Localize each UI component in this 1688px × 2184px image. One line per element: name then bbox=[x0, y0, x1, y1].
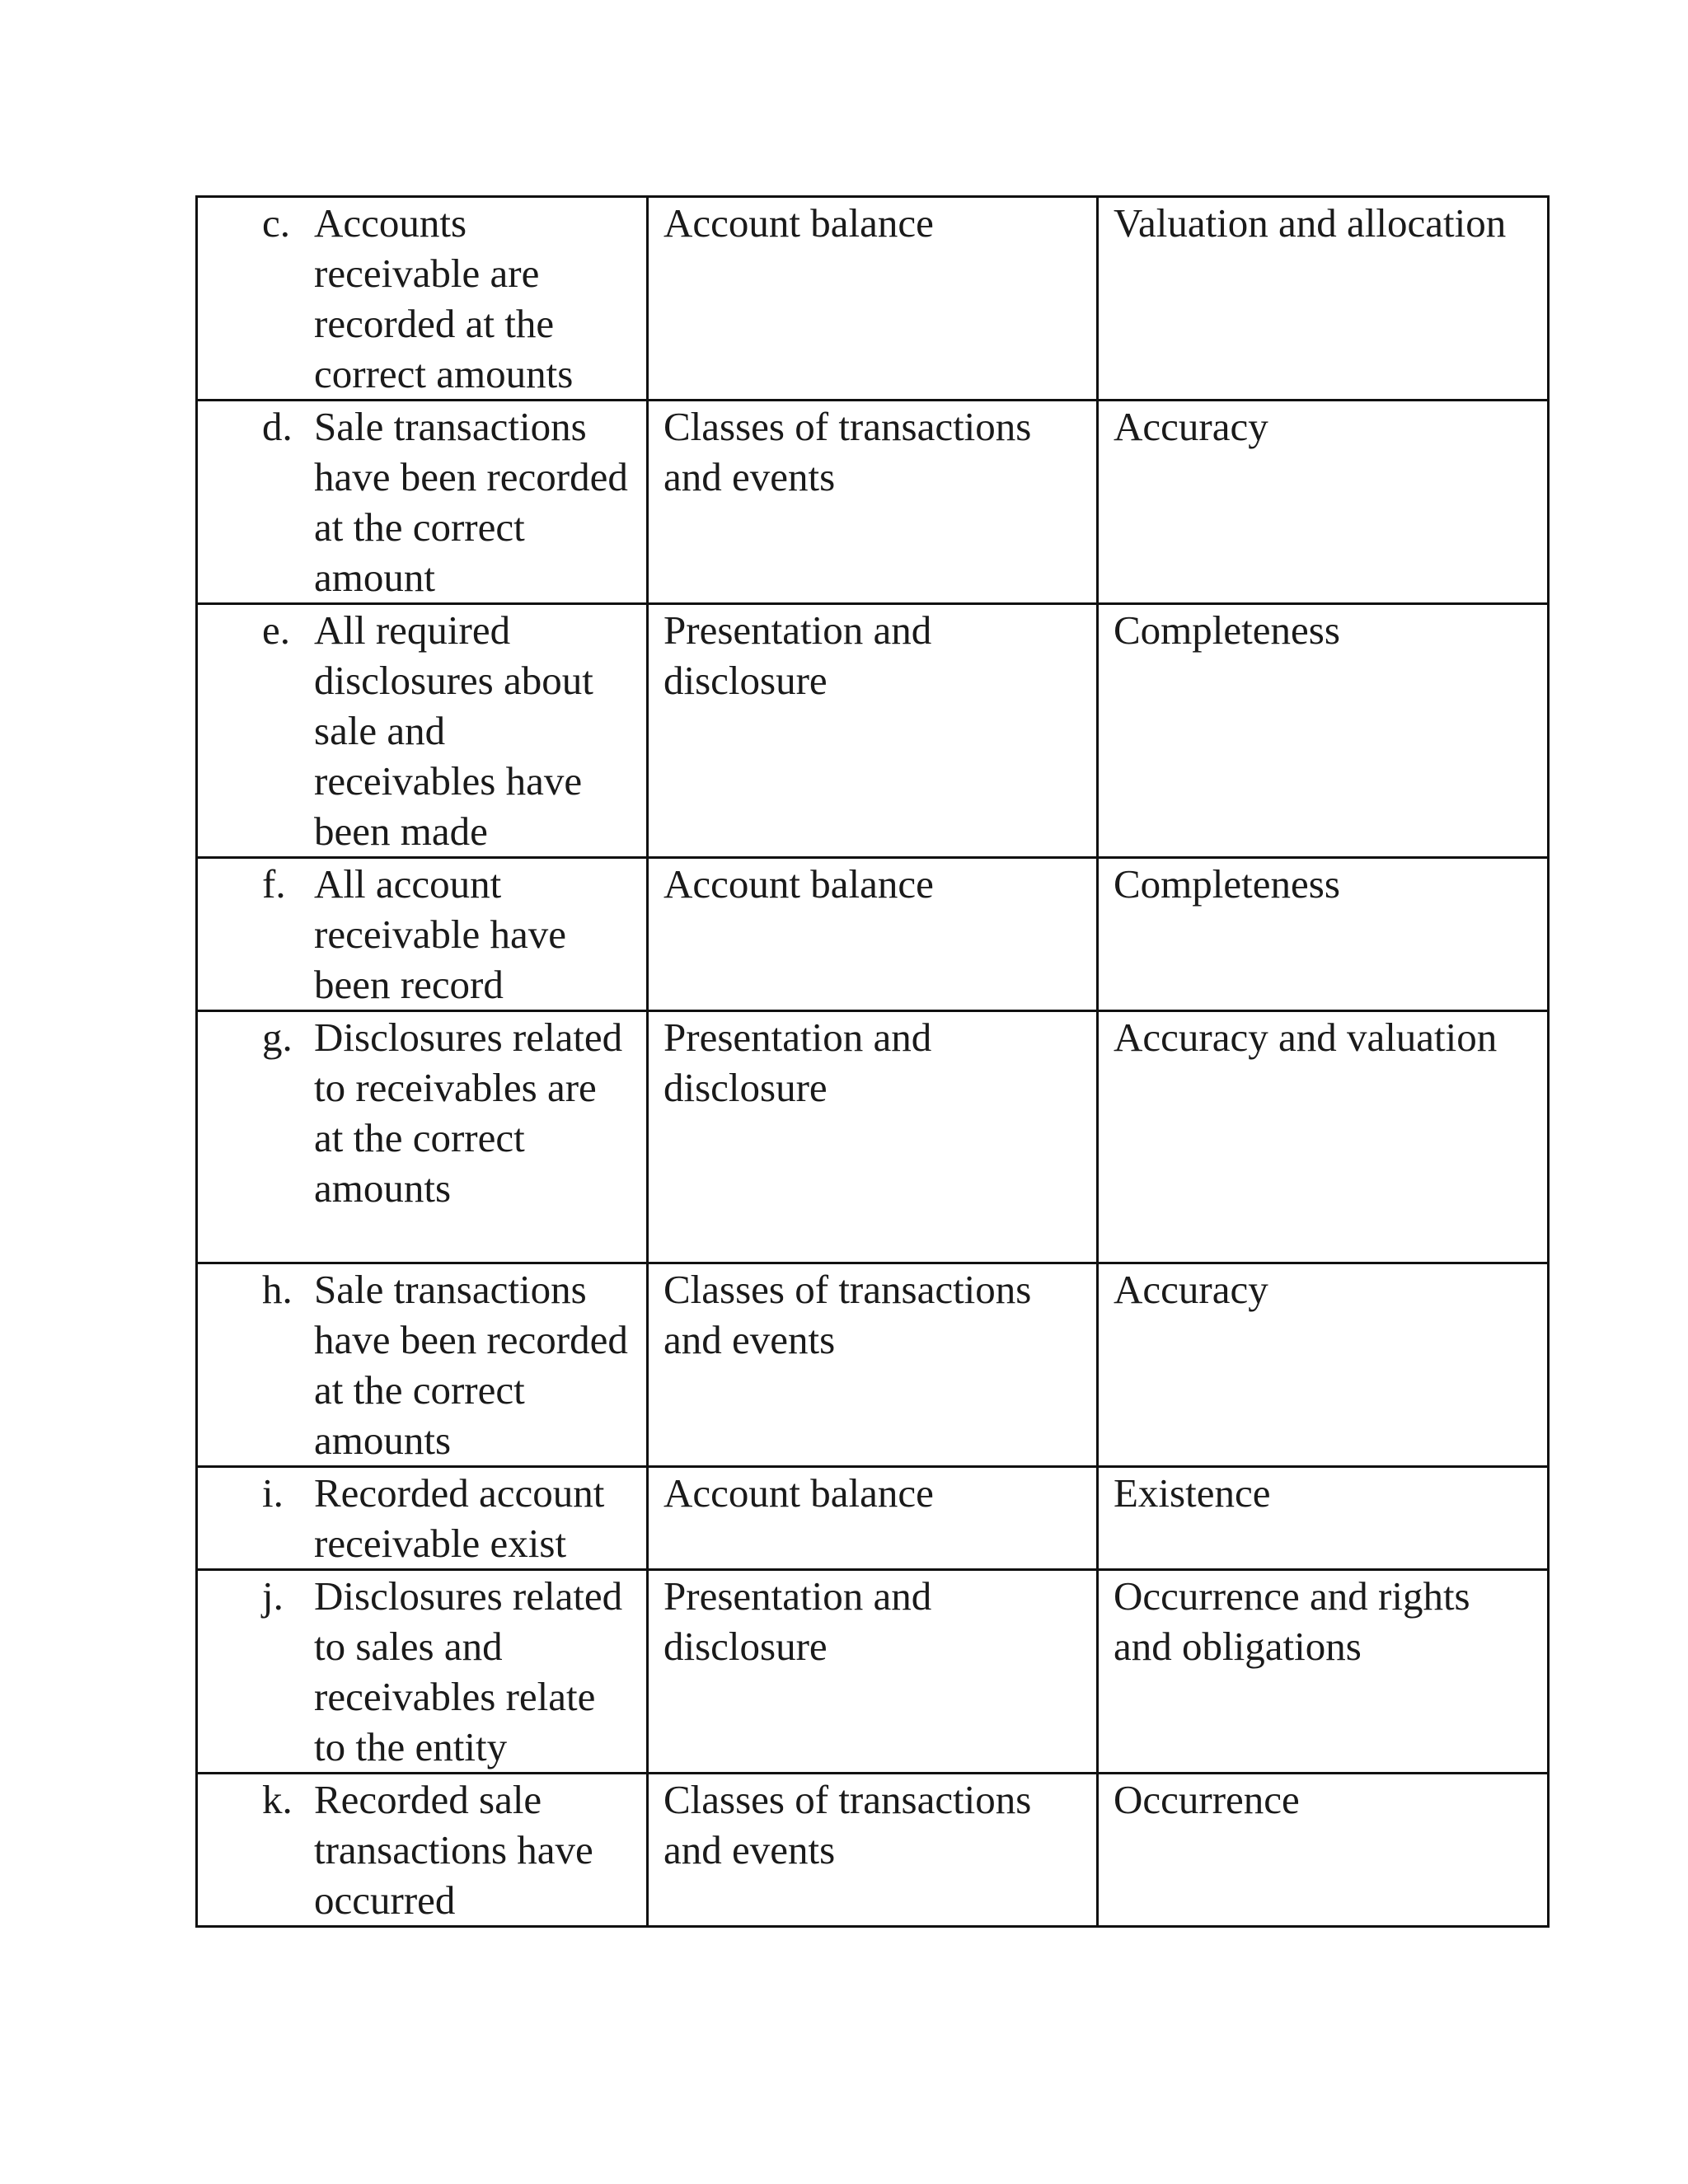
assertion-text: Occurrence bbox=[1114, 1777, 1300, 1822]
assertion-cell bbox=[1098, 197, 1549, 401]
description-cell bbox=[197, 1263, 648, 1467]
description-cell bbox=[197, 401, 648, 604]
item-letter: e. bbox=[262, 607, 290, 653]
item-letter: i. bbox=[262, 1470, 284, 1516]
assertion-text: Existence bbox=[1114, 1470, 1271, 1516]
assertions-table bbox=[195, 195, 1550, 1928]
description-cell bbox=[197, 1570, 648, 1774]
category-text: Presentation and disclosure bbox=[663, 1015, 932, 1110]
category-cell bbox=[648, 197, 1098, 401]
item-letter: c. bbox=[262, 200, 290, 246]
assertion-text: Completeness bbox=[1114, 861, 1340, 907]
assertion-text: Accuracy bbox=[1114, 1267, 1268, 1312]
table-row bbox=[197, 1263, 1549, 1467]
item-letter: g. bbox=[262, 1015, 293, 1060]
item-description: Sale transactions have been recorded at the correct amount bbox=[314, 404, 628, 600]
category-cell bbox=[648, 1467, 1098, 1570]
table-row bbox=[197, 1011, 1549, 1263]
table-row bbox=[197, 401, 1549, 604]
item-letter: d. bbox=[262, 404, 293, 449]
assertion-cell bbox=[1098, 1774, 1549, 1927]
item-letter: f. bbox=[262, 861, 286, 907]
item-letter: k. bbox=[262, 1777, 293, 1822]
assertion-cell bbox=[1098, 1263, 1549, 1467]
description-cell bbox=[197, 858, 648, 1011]
category-text: Classes of transactions and events bbox=[663, 1267, 1032, 1362]
assertion-cell bbox=[1098, 401, 1549, 604]
assertion-text: Completeness bbox=[1114, 607, 1340, 653]
assertion-cell bbox=[1098, 1570, 1549, 1774]
item-description: Recorded sale transactions have occurred bbox=[314, 1777, 593, 1923]
description-cell bbox=[197, 197, 648, 401]
category-cell bbox=[648, 604, 1098, 858]
assertion-cell bbox=[1098, 858, 1549, 1011]
description-cell bbox=[197, 1467, 648, 1570]
category-cell bbox=[648, 1774, 1098, 1927]
category-cell bbox=[648, 1570, 1098, 1774]
table-row bbox=[197, 197, 1549, 401]
item-description: Disclosures related to sales and receivables relate to the entity bbox=[314, 1573, 623, 1769]
assertion-text: Accuracy and valuation bbox=[1114, 1015, 1498, 1060]
category-cell bbox=[648, 1263, 1098, 1467]
assertion-cell bbox=[1098, 1467, 1549, 1570]
item-letter: j. bbox=[262, 1573, 284, 1619]
item-description: Disclosures related to receivables are at the correct amounts bbox=[314, 1015, 623, 1211]
category-text: Presentation and disclosure bbox=[663, 607, 932, 703]
item-description: Accounts receivable are recorded at the correct amounts bbox=[314, 200, 574, 396]
assertion-cell bbox=[1098, 604, 1549, 858]
table-row bbox=[197, 858, 1549, 1011]
category-cell bbox=[648, 401, 1098, 604]
category-cell bbox=[648, 858, 1098, 1011]
assertion-text: Accuracy bbox=[1114, 404, 1268, 449]
category-text: Classes of transactions and events bbox=[663, 1777, 1032, 1872]
assertion-cell bbox=[1098, 1011, 1549, 1263]
table-row bbox=[197, 1467, 1549, 1570]
table-row bbox=[197, 1774, 1549, 1927]
category-text: Presentation and disclosure bbox=[663, 1573, 932, 1669]
assertion-text: Occurrence and rights and obligations bbox=[1114, 1573, 1470, 1669]
category-text: Account balance bbox=[663, 861, 934, 907]
item-letter: h. bbox=[262, 1267, 293, 1312]
assertion-text: Valuation and allocation bbox=[1114, 200, 1507, 246]
table-row bbox=[197, 1570, 1549, 1774]
item-description: All required disclosures about sale and receivables have been made bbox=[314, 607, 593, 854]
category-cell bbox=[648, 1011, 1098, 1263]
table-row bbox=[197, 604, 1549, 858]
category-text: Account balance bbox=[663, 1470, 934, 1516]
description-cell bbox=[197, 1774, 648, 1927]
category-text: Classes of transactions and events bbox=[663, 404, 1032, 499]
description-cell bbox=[197, 1011, 648, 1263]
item-description: All account receivable have been record bbox=[314, 861, 567, 1007]
description-cell bbox=[197, 604, 648, 858]
category-text: Account balance bbox=[663, 200, 934, 246]
item-description: Recorded account receivable exist bbox=[314, 1470, 605, 1566]
item-description: Sale transactions have been recorded at the correct amounts bbox=[314, 1267, 628, 1463]
